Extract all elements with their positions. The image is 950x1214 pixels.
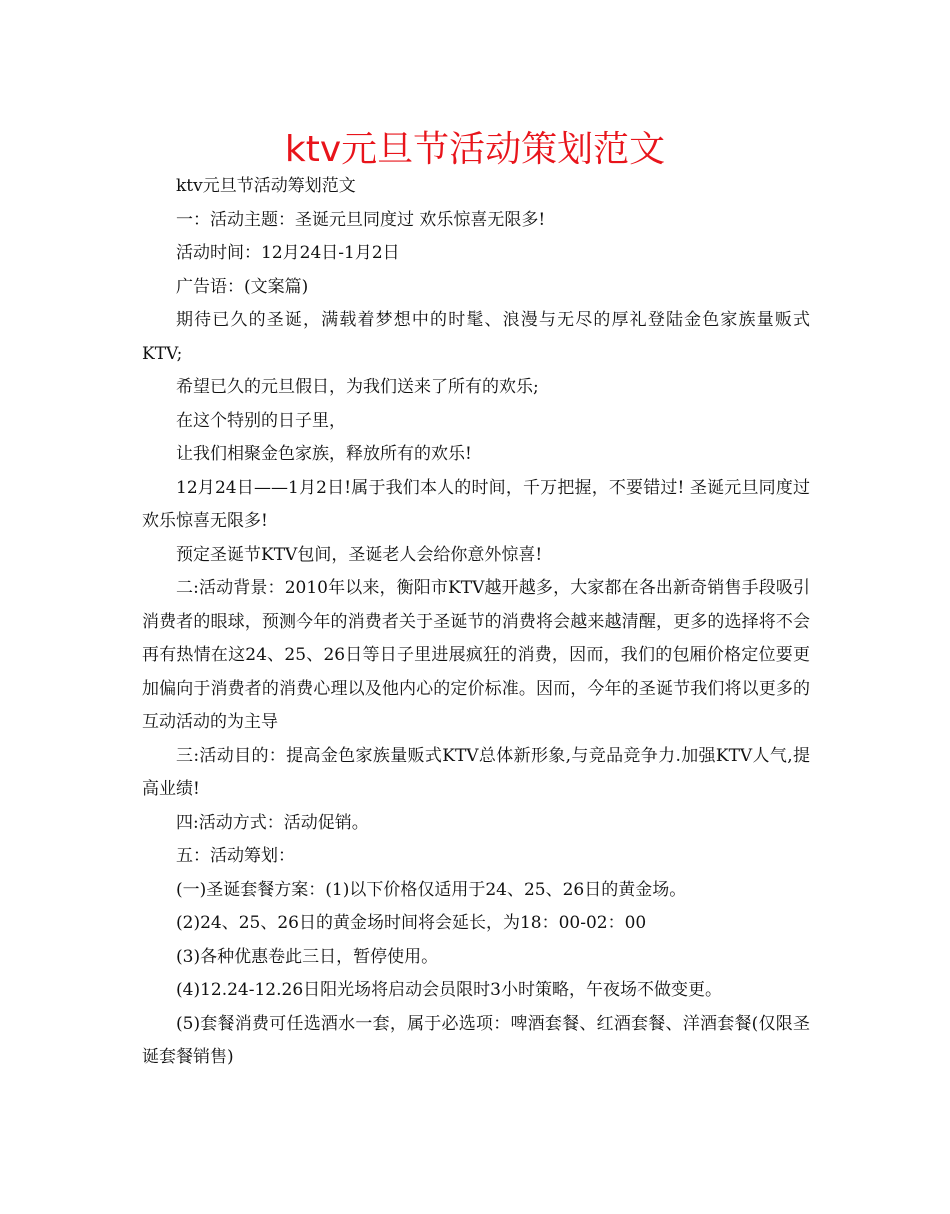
paragraph-slogan-heading: 广告语：(文案篇) [176,276,309,297]
paragraph-planning-heading: 五：活动筹划： [176,846,295,866]
paragraph-slogan-5: 12月24日——1月2日!属于我们本人的时间，千万把握，不要错过! 圣诞元旦同度过 欢乐惊喜无限多! [142,477,810,531]
paragraph-purpose: 三:活动目的：提高金色家族量贩式KTV总体新形象,与竞品竞争力.加强KTV人气,提高业绩! [142,745,810,799]
paragraph-plan-3: (3)各种优惠卷此三日，暂停使用。 [176,946,439,967]
document-title: ktv元旦节活动策划范文 [284,129,666,170]
paragraph-plan-5: (5)套餐消费可任选酒水一套，属于必选项：啤酒套餐、红酒套餐、洋酒套餐(仅限圣诞套餐销售) [142,1013,810,1067]
document-body [142,170,810,1075]
paragraph-slogan-2: 希望已久的元旦假日，为我们送来了所有的欢乐; [176,377,539,397]
paragraph-theme: 一：活动主题：圣诞元旦同度过 欢乐惊喜无限多! [176,209,546,230]
paragraph-slogan-3: 在这个特别的日子里， [176,410,346,431]
paragraph-subtitle: ktv元旦节活动筹划范文 [176,176,356,196]
paragraph-slogan-4: 让我们相聚金色家族，释放所有的欢乐! [176,444,472,464]
paragraph-slogan-1: 期待已久的圣诞，满载着梦想中的时髦、浪漫与无尽的厚礼登陆金色家族量贩式KTV; [142,310,810,364]
paragraph-slogan-6: 预定圣诞节KTV包间，圣诞老人会给你意外惊喜! [176,544,543,565]
paragraph-method: 四:活动方式：活动促销。 [176,812,369,833]
paragraph-time: 活动时间：12月24日-1月2日 [176,243,400,263]
paragraph-plan-4: (4)12.24-12.26日阳光场将启动会员限时3小时策略，午夜场不做变更。 [176,980,722,1000]
paragraph-background: 二:活动背景：2010年以来，衡阳市KTV越开越多，大家都在各出新奇销售手段吸引消费者的眼球，预测今年的消费者关于圣诞节的消费将会越来越清醒，更多的选择将不会再有热情在这24、25、26日等日子里进展疯狂的消费，因而，我们的包厢价格定位要更加偏向于消费者的消费心理以及他内心的定价标准。因而，今年的圣诞节我们将以更多的互动活动的为主导 [142,578,810,732]
paragraph-plan-2: (2)24、25、26日的黄金场时间将会延长，为18：00-02：00 [176,913,647,933]
paragraph-plan-1: (一)圣诞套餐方案：(1)以下价格仅适用于24、25、26日的黄金场。 [176,879,687,900]
